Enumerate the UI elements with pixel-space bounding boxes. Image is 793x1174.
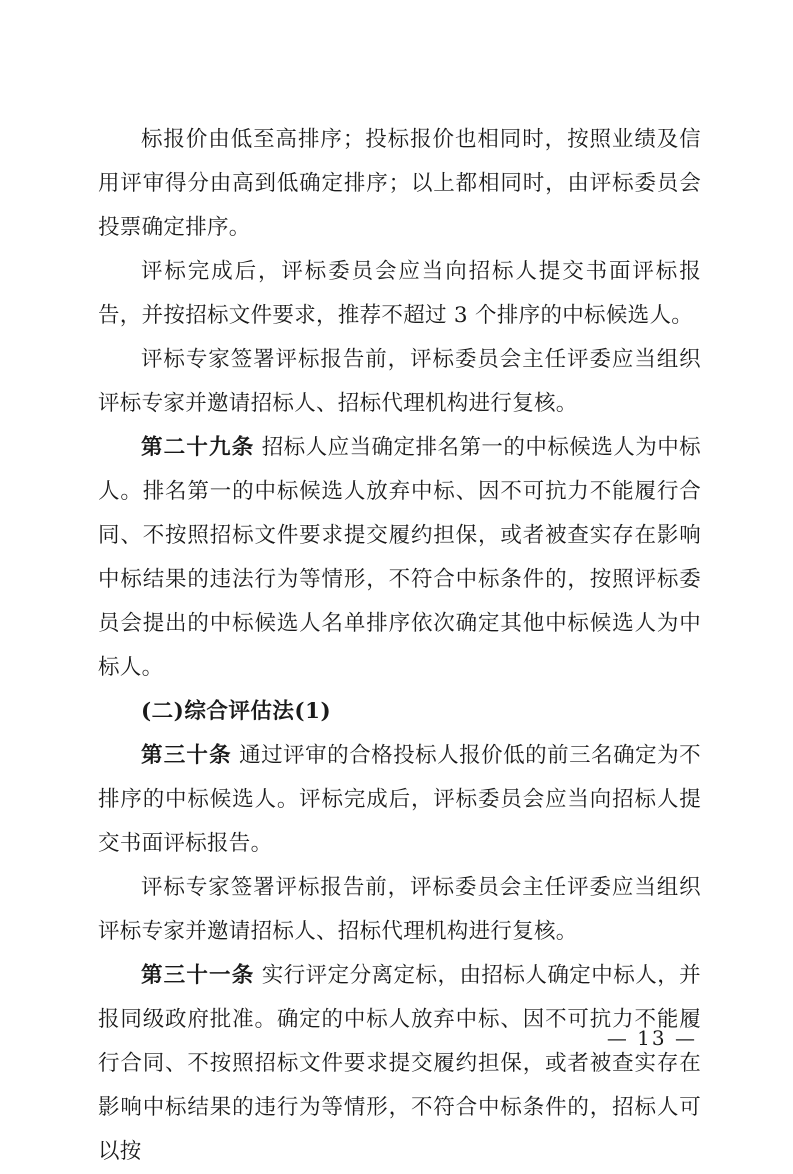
page-number: — 13 — (606, 1026, 697, 1050)
paragraph-text: 评标专家签署评标报告前，评标委员会主任评委应当组织评标专家并邀请招标人、招标代理机构进行复核。 (98, 875, 701, 944)
paragraph-text: 通过评审的合格投标人报价低的前三名确定为不排序的中标候选人。评标完成后，评标委员会应当向招标人提交书面评标报告。 (98, 743, 701, 856)
paragraph-article-30 (98, 734, 701, 866)
paragraph-expert-review-2 (98, 866, 701, 954)
paragraph-article-31 (98, 954, 701, 1174)
section-heading-comprehensive-evaluation: (二)综合评估法(1) (141, 699, 332, 724)
paragraph-ranking-rules (98, 118, 701, 250)
paragraph-article-29 (98, 426, 701, 690)
paragraph-text: 实行评定分离定标，由招标人确定中标人，并报同级政府批准。确定的中标人放弃中标、因不可抗力不能履行合同、不按照招标文件要求提交履约担保，或者被查实存在影响中标结果的违行为等情形，不符合中标条件的，招标人可以按 (98, 963, 701, 1164)
paragraph-text: 评标完成后，评标委员会应当向招标人提交书面评标报告，并按招标文件要求，推荐不超过 3 个排序的中标候选人。 (98, 259, 701, 328)
paragraph-text: 标报价由低至高排序；投标报价也相同时，按照业绩及信用评审得分由高到低确定排序；以上都相同时，由评标委员会投票确定排序。 (98, 127, 701, 240)
document-body (98, 118, 701, 1174)
article-number-31: 第三十一条 (141, 963, 255, 988)
article-number-30: 第三十条 (141, 743, 232, 768)
paragraph-expert-review (98, 338, 701, 426)
paragraph-text: 招标人应当确定排名第一的中标候选人为中标人。排名第一的中标候选人放弃中标、因不可抗力不能履行合同、不按照招标文件要求提交履约担保，或者被查实存在影响中标结果的违法行为等情形，不符合中标条件的，按照评标委员会提出的中标候选人名单排序依次确定其他中标候选人为中标人。 (98, 435, 701, 680)
paragraph-evaluation-report (98, 250, 701, 338)
article-number-29: 第二十九条 (141, 435, 255, 460)
paragraph-text: 评标专家签署评标报告前，评标委员会主任评委应当组织评标专家并邀请招标人、招标代理机构进行复核。 (98, 347, 701, 416)
